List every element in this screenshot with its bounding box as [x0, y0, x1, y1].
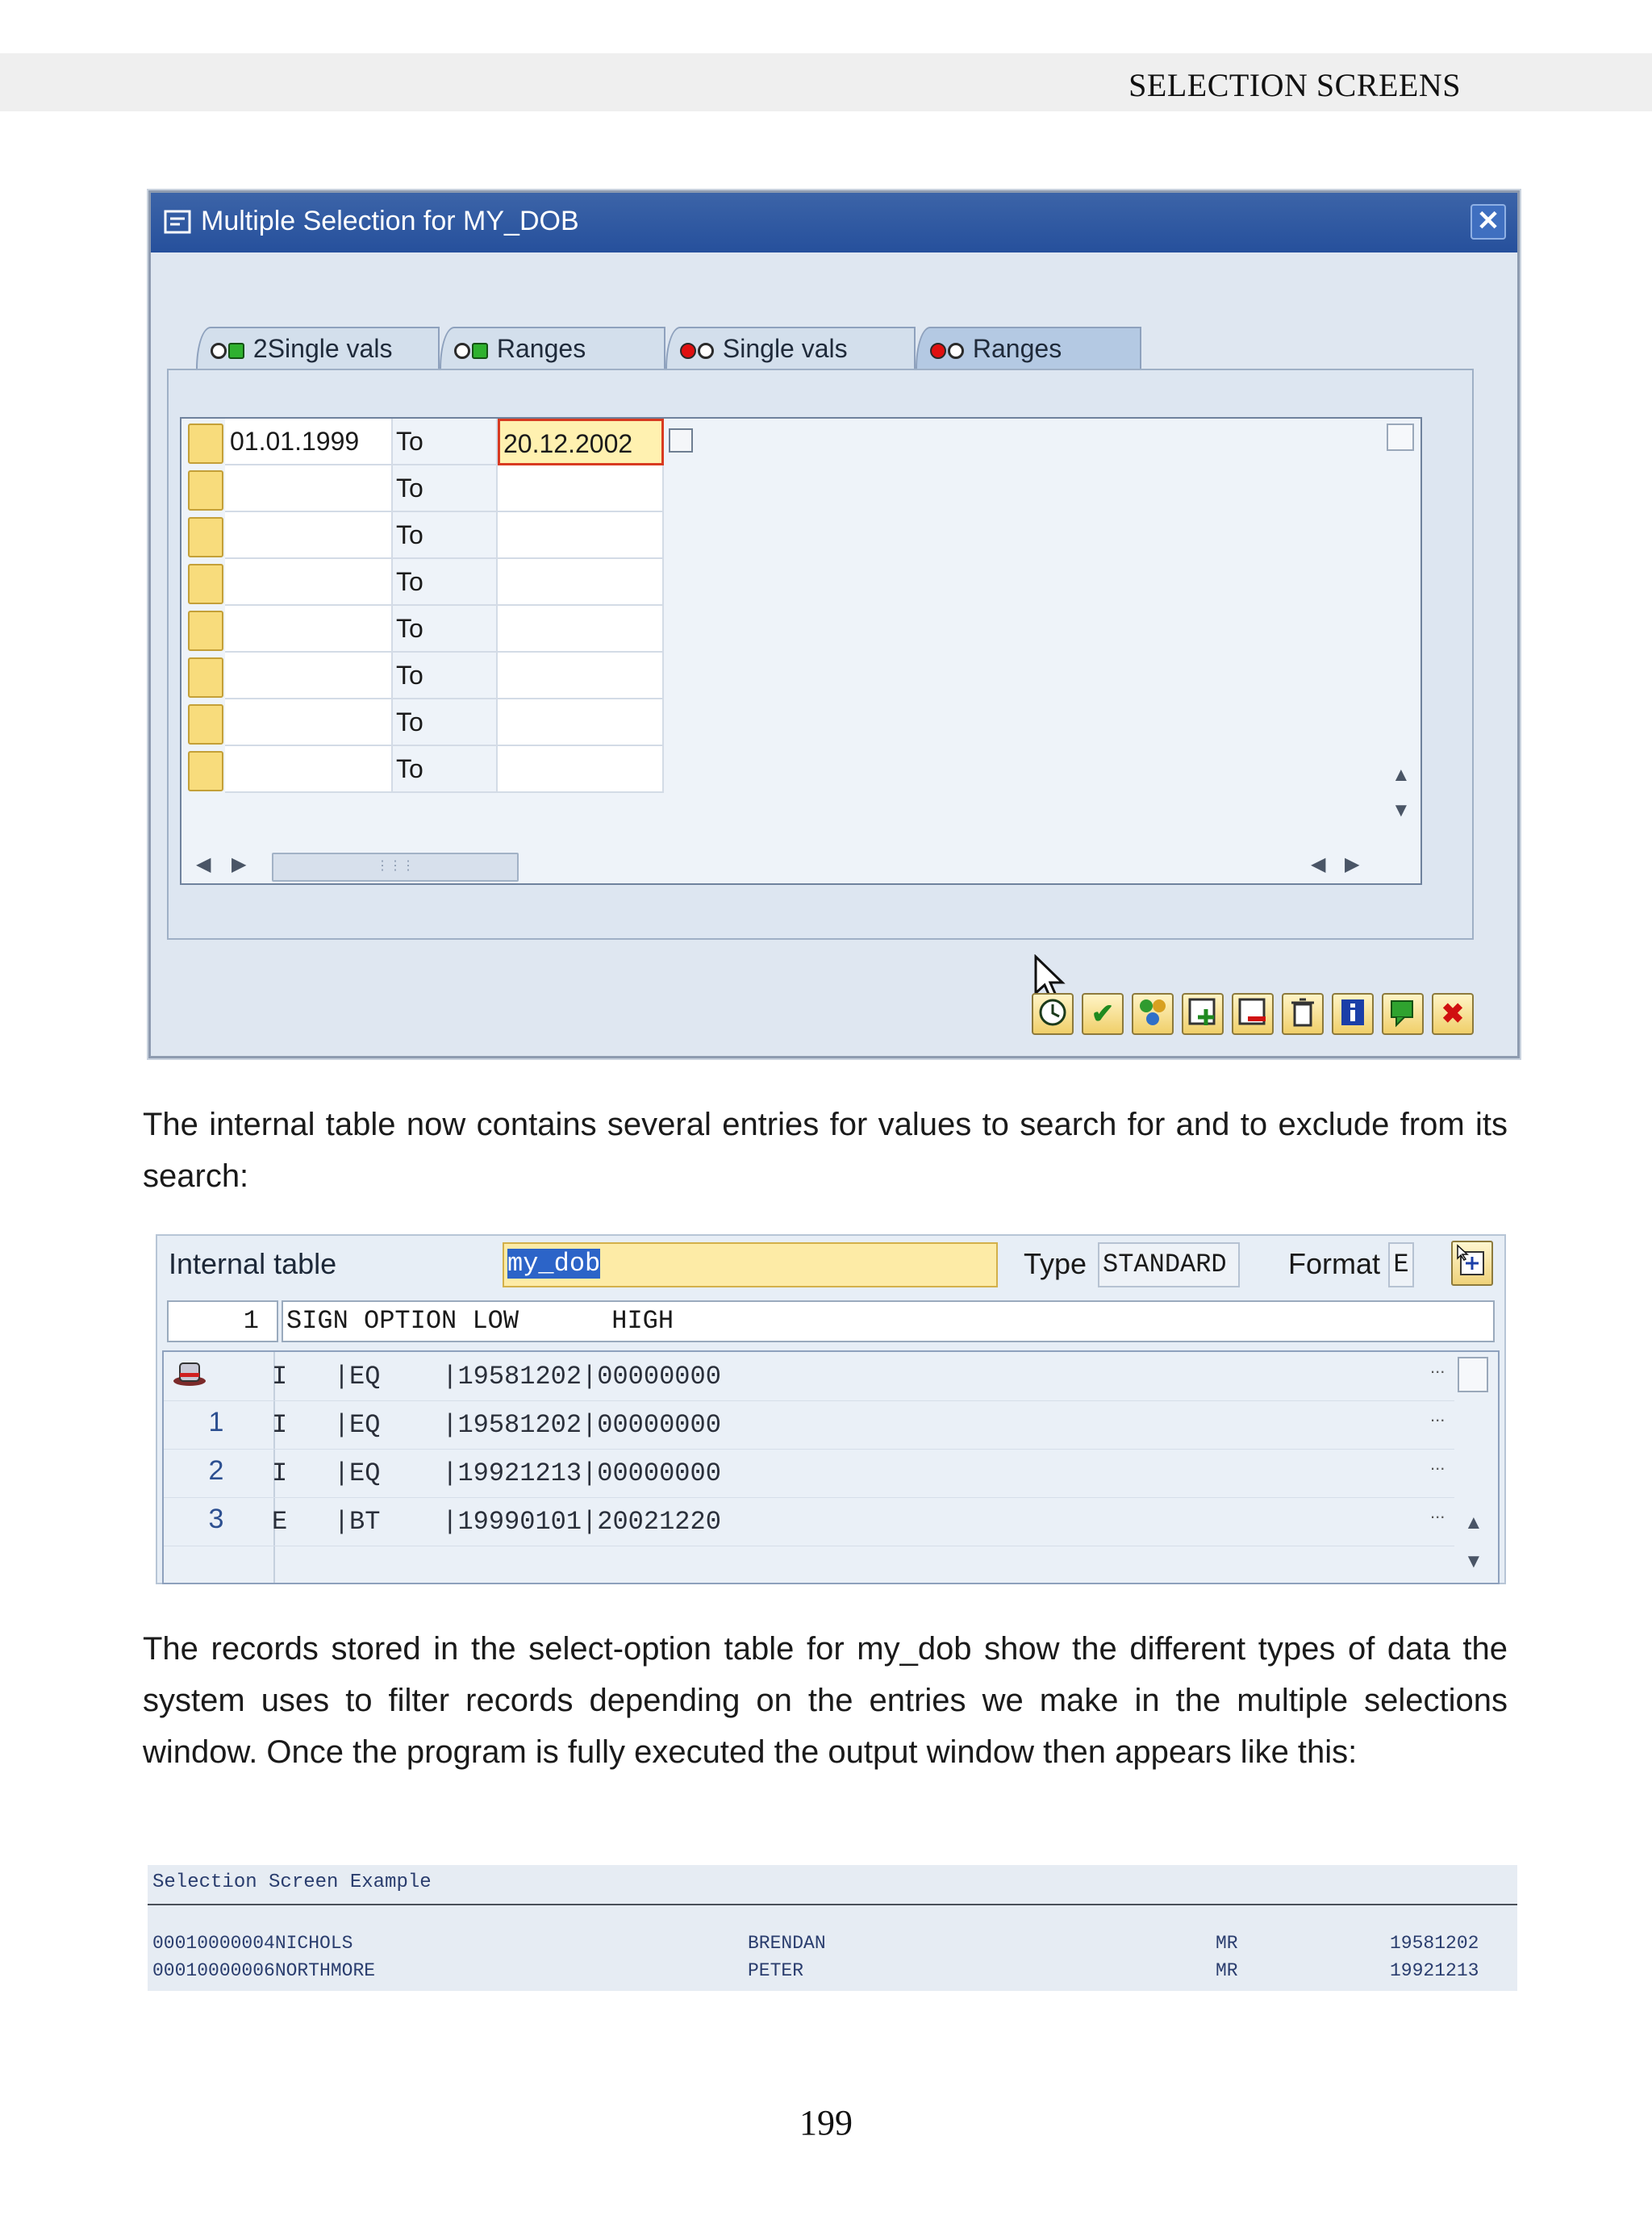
paragraph-select-option-records: The records stored in the select-option table for my_dob show the different types of data the system uses to filter records depending on the entries we make in the multiple selections window. Once the program is fully executed the output window then appears like this:	[143, 1631, 1508, 1770]
cancel-icon[interactable]: ✖	[1432, 993, 1474, 1035]
scroll-right-icon[interactable]: ▶	[1345, 853, 1360, 875]
lamp-green-icon	[228, 343, 244, 359]
close-icon[interactable]: ✕	[1471, 204, 1506, 240]
high-value-field[interactable]	[498, 699, 664, 746]
lamp-red-icon	[680, 343, 696, 359]
internal-table-viewer	[156, 1234, 1506, 1584]
row-data: I |EQ |19581202|00000000	[272, 1362, 721, 1392]
scroll-right-icon[interactable]: ▶	[232, 853, 247, 875]
scroll-up-icon[interactable]: ▲	[1391, 764, 1411, 786]
row-selector-button[interactable]	[188, 657, 223, 698]
high-value-field[interactable]	[498, 653, 664, 699]
range-row	[181, 746, 665, 793]
table-row[interactable]	[164, 1449, 1454, 1498]
to-label: To	[393, 512, 498, 559]
column-settings-icon[interactable]	[1458, 1357, 1488, 1392]
to-label: To	[393, 559, 498, 606]
scroll-up-icon[interactable]: ▲	[1464, 1512, 1483, 1533]
tab-include-single-vals[interactable]	[196, 327, 440, 369]
row-selector-button[interactable]	[188, 517, 223, 557]
output-title: Selection Screen Example	[152, 1871, 432, 1893]
trash-icon[interactable]	[1282, 993, 1324, 1035]
low-value-field[interactable]	[225, 559, 393, 606]
high-value-field[interactable]	[498, 606, 664, 653]
tab-label: 2Single vals	[252, 334, 393, 363]
tab-exclude-single-vals[interactable]	[665, 327, 916, 369]
selected-text: my_dob	[507, 1249, 601, 1279]
dialog-titlebar[interactable]	[151, 193, 1517, 252]
range-row	[181, 653, 665, 699]
scroll-down-icon[interactable]: ▼	[1464, 1550, 1483, 1572]
row-number: 3	[208, 1504, 224, 1534]
scroll-left-icon[interactable]: ◀	[1311, 853, 1326, 875]
row-number: 2	[208, 1455, 224, 1486]
low-value-field[interactable]	[225, 465, 393, 512]
multiple-selection-dialog	[148, 190, 1520, 1058]
to-label: To	[393, 746, 498, 793]
header-line-hat-icon	[170, 1357, 209, 1389]
high-value-field[interactable]: 20.12.2002	[498, 419, 664, 465]
multi-select-icon[interactable]	[1132, 993, 1174, 1035]
table-row[interactable]	[164, 1352, 1454, 1401]
row-selector-button[interactable]	[188, 564, 223, 604]
output-dob: 19581202	[1390, 1933, 1479, 1954]
running-header-title: SELECTION SCREENS	[1128, 67, 1461, 103]
high-value-field[interactable]	[498, 465, 664, 512]
scroll-thumb[interactable]: ⋮⋮⋮	[272, 853, 519, 882]
tab-label: Ranges	[496, 334, 586, 363]
low-value-field[interactable]	[225, 746, 393, 793]
lamp-off-icon	[454, 343, 470, 359]
paragraph-internal-table: The internal table now contains several entries for values to search for and to exclude from its search:	[143, 1107, 1508, 1194]
internal-table-label: Internal table	[169, 1247, 337, 1280]
ranges-grid	[180, 417, 1422, 885]
type-label: Type	[1024, 1247, 1087, 1280]
to-label: To	[393, 419, 498, 465]
low-value-field[interactable]	[225, 606, 393, 653]
low-value-field[interactable]: 01.01.1999	[225, 419, 393, 465]
output-first-name: BRENDAN	[748, 1933, 826, 1954]
dialog-toolbar	[1032, 993, 1500, 1038]
scroll-down-icon[interactable]: ▼	[1391, 799, 1411, 821]
high-value-field[interactable]	[498, 512, 664, 559]
row-selector-button[interactable]	[188, 470, 223, 511]
table-row[interactable]	[164, 1497, 1454, 1546]
internal-table-name-field[interactable]	[503, 1242, 998, 1287]
tab-include-ranges[interactable]	[440, 327, 665, 369]
dialog-title: Multiple Selection for MY_DOB	[201, 206, 579, 236]
info-icon[interactable]	[1332, 993, 1374, 1035]
lamp-off-icon	[211, 343, 227, 359]
output-id-name: 00010000004NICHOLS	[152, 1933, 353, 1954]
to-label: To	[393, 653, 498, 699]
low-value-field[interactable]	[225, 512, 393, 559]
output-divider	[148, 1904, 1517, 1905]
output-dob: 19921213	[1390, 1960, 1479, 1981]
row-data: I |EQ |19921213|00000000	[272, 1458, 721, 1488]
row-selector-button[interactable]	[188, 611, 223, 651]
range-row	[181, 419, 665, 465]
output-row	[148, 1960, 1517, 1988]
range-row	[181, 699, 665, 746]
scroll-left-icon[interactable]: ◀	[196, 853, 211, 875]
range-row	[181, 606, 665, 653]
output-first-name: PETER	[748, 1960, 804, 1981]
row-ellipsis: ...	[1430, 1357, 1446, 1377]
row-selector-button[interactable]	[188, 424, 223, 464]
lamp-off-icon	[698, 343, 714, 359]
row-ellipsis: ...	[1430, 1454, 1446, 1474]
low-value-field[interactable]	[225, 699, 393, 746]
row-count-field: 1	[167, 1300, 278, 1342]
output-id-name: 00010000006NORTHMORE	[152, 1960, 376, 1981]
tab-label: Single vals	[722, 334, 848, 363]
high-value-field[interactable]	[498, 746, 664, 793]
ranges-tab-panel	[167, 369, 1474, 940]
internal-table-rows	[162, 1350, 1500, 1584]
columns-header: SIGN OPTION LOW HIGH	[282, 1300, 1495, 1342]
row-number: 1	[208, 1407, 224, 1437]
output-row	[148, 1933, 1517, 1960]
insert-line-icon[interactable]	[1182, 993, 1224, 1035]
range-row	[181, 559, 665, 606]
to-label: To	[393, 699, 498, 746]
row-selector-button[interactable]	[188, 704, 223, 745]
lamp-red-icon	[930, 343, 946, 359]
program-output-window	[148, 1865, 1517, 1991]
window-icon	[164, 209, 193, 235]
vertical-scrollbar[interactable]	[1385, 424, 1417, 832]
check-icon[interactable]: ✔	[1082, 993, 1124, 1035]
expand-table-icon[interactable]	[1451, 1241, 1493, 1286]
range-row	[181, 465, 665, 512]
clock-icon[interactable]	[1032, 993, 1074, 1035]
row-data: I |EQ |19581202|00000000	[272, 1410, 721, 1440]
to-label: To	[393, 465, 498, 512]
lamp-off-icon	[948, 343, 964, 359]
to-label: To	[393, 606, 498, 653]
column-settings-icon[interactable]	[1387, 424, 1414, 451]
page-number: 199	[799, 2103, 853, 2143]
tab-label: Ranges	[972, 334, 1062, 363]
range-row	[181, 512, 665, 559]
tab-exclude-ranges[interactable]	[916, 327, 1141, 369]
type-value-field: STANDARD	[1098, 1242, 1240, 1287]
lamp-green-icon	[472, 343, 488, 359]
row-ellipsis: ...	[1430, 1502, 1446, 1522]
horizontal-scrollbar[interactable]	[190, 848, 1408, 880]
row-selector-button[interactable]	[188, 751, 223, 791]
value-help-icon[interactable]	[669, 428, 693, 453]
row-ellipsis: ...	[1430, 1405, 1446, 1425]
delete-line-icon[interactable]	[1232, 993, 1274, 1035]
format-value-field: E	[1388, 1242, 1414, 1287]
low-value-field[interactable]	[225, 653, 393, 699]
vertical-scrollbar[interactable]	[1458, 1357, 1490, 1575]
output-title-field: MR	[1216, 1933, 1238, 1954]
table-row[interactable]	[164, 1400, 1454, 1450]
format-label: Format	[1288, 1247, 1381, 1280]
row-data: E |BT |19990101|20021220	[272, 1507, 721, 1537]
high-value-field[interactable]	[498, 559, 664, 606]
output-title-field: MR	[1216, 1960, 1238, 1981]
import-icon[interactable]	[1382, 993, 1424, 1035]
